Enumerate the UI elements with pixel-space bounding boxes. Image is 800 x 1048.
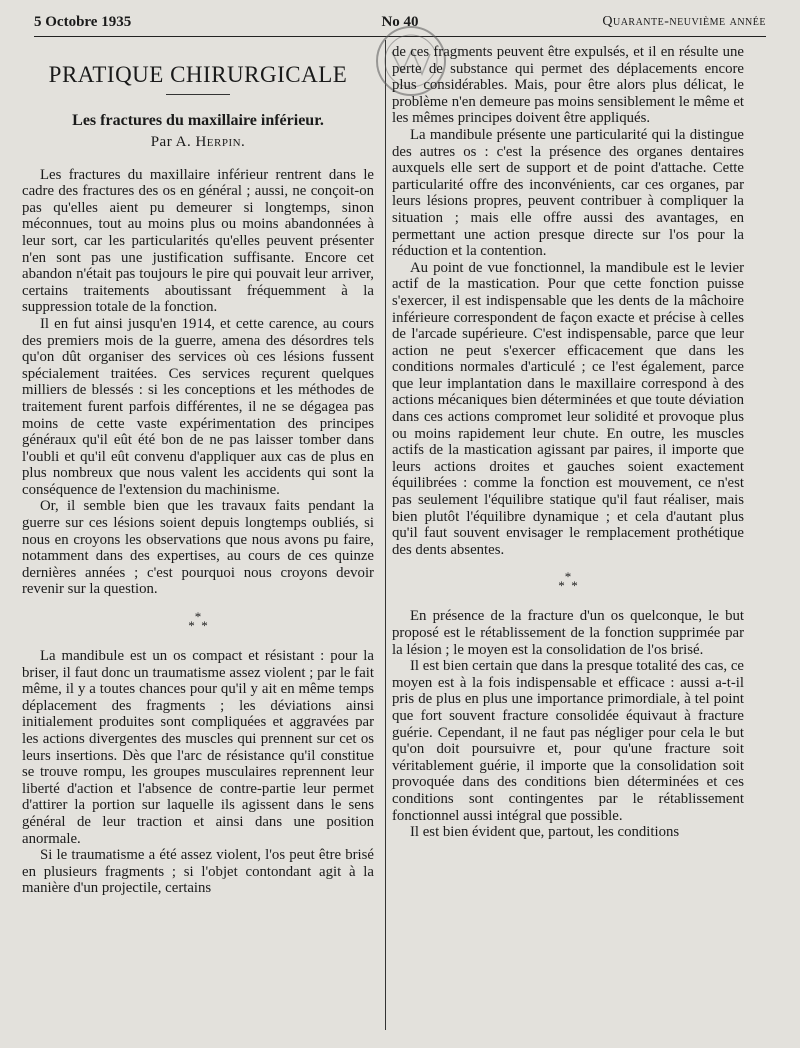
left-column — [22, 44, 374, 897]
byline-author: Herpin. — [195, 134, 246, 150]
asterism-stars: * * — [188, 618, 208, 634]
paragraph: La mandibule est un os compact et résistant : pour la briser, il faut donc un traumatisme assez violent ; par le fait même, il y a toutes chances pour qu'il y ait en même temps déplacement des fragments ; les déviations ainsi initialement produites sont compliquées et aggravées par les actions divergentes des muscles qui prennent sur cet os leurs insertions. Dès que l'arc de résistance qu'il constitue se trouve rompu, les groupes musculaires reprennent leur liberté d'action et l'absence de contre-partie leur permet d'attirer la portion sur laquelle ils agissent dans le sens général de leur traction et ainsi dans une position anormale. — [22, 648, 374, 847]
paragraph: La mandibule présente une particularité qui la distingue des autres os : c'est la présence des organes dentaires auxquels elle sert de support et de point d'attache. Cette particularité offre des inconvénients, car ces organes, par leurs lésions propres, peuvent contribuer à compliquer la situation ; mais elle offre aussi des avantages, en permettant une action presque directe sur l'os pour la réduction et la contention. — [392, 126, 744, 260]
issue-number: No 40 — [381, 14, 419, 30]
asterism-star: * — [564, 569, 572, 585]
paragraph: Il est bien évident que, partout, les conditions — [410, 824, 680, 841]
column-divider — [385, 40, 386, 1030]
paragraph: Au point de vue fonctionnel, la mandibule est le levier actif de la mastication. Pour que cette fonction puisse s'exercer, il est indispensable que les dents de la mâchoire inférieure correspondent de façon exacte et précise à celles de l'arcade supérieure. C'est indispensable, parce que leur action ne peut s'exercer efficacement que dans les conditions normales d'articulé ; ce l'est également, parce que leur implantation dans le maxillaire correspond à des actions mécaniques bien déterminées et que toute déviation dans ces actions compromet leur solidité et provoque plus ou moins rapidement leur chute. En outre, les muscles actifs de la mastication agissant par paires, il importe que leurs actions droites et gauches soient exactement équilibrées : comme la fonction est mouvement, ce n'est pas seulement l'équilibre statique qu'il faut réaliser, mais bien plutôt l'équilibre dynamique ; et cela d'autant plus qu'il faut souvent envisager le remplacement prothétique des dents absentes. — [392, 259, 744, 558]
byline-prefix: Par A. — [150, 134, 192, 150]
asterism-stars: * * — [558, 578, 578, 594]
issue-year: Quarante-neuvième année — [602, 14, 766, 29]
paragraph: Si le traumatisme a été assez violent, l'os peut être brisé en plusieurs fragments ; si l'objet contondant agit à la manière d'un projectile, certains — [22, 847, 374, 897]
section-title: PRATIQUE CHIRURGICALE — [48, 62, 348, 87]
paragraph: Il en fut ainsi jusqu'en 1914, et cette carence, au cours des premiers mois de la guerre, amena des désordres tels qu'on dût organiser des services où ces lésions fussent spécialement traitées. Ces services reçurent quelques milliers de blessés : si les conceptions et les méthodes de traitement furent parfois différentes, il ne se dégagea pas moins de cette vaste expérimentation des principes généraux qu'il eût été bon de ne pas laisser tomber dans l'oubli et qu'il eût convenu d'appliquer aux cas de plus en plus nombreux que nous valent les accidents qui sont la conséquence de l'extension du machinisme. — [22, 315, 374, 498]
paragraph: Or, il semble bien que les travaux faits pendant la guerre sur ces lésions soient depuis longtemps oubliés, si nous en croyons les observations que nous avons pu faire, notamment dans des expertises, au cours de ces quinze dernières années ; c'est pourquoi nous croyons devoir revenir sur la question. — [22, 498, 374, 598]
article-title: Les fractures du maxillaire inférieur. — [72, 112, 324, 129]
paragraph: Les fractures du maxillaire inférieur rentrent dans le cadre des fractures des os en général ; aussi, ne conçoit-on pas qu'elles aient pu demeurer si longtemps, sinon méconnues, tout au moins plus ou moins abandonnées à leur sort, car les particularités qu'elles peuvent présenter n'en sont pas une justification suffisante. Encore cet abandon n'était pas toujours le pire qui pouvait leur arriver, certains traitements aboutissant fréquemment à la suppression totale de la fonction. — [22, 166, 374, 316]
paragraph-continuation: de ces fragments peuvent être expulsés, et il en résulte une perte de substance qui permet des déplacements encore plus considérables. Mais, pour être alors plus délicat, le problème n'en demeure pas moins sensiblement le même et les mêmes principes doivent être appliqués. — [392, 44, 744, 127]
byline — [22, 134, 374, 151]
asterism — [22, 609, 374, 634]
issue-date: 5 Octobre 1935 — [34, 14, 132, 30]
asterism-star: * — [194, 609, 202, 625]
right-column — [392, 44, 744, 841]
paragraph: Il est bien certain que dans la presque totalité des cas, ce moyen est à la fois indispensable et efficace : aussi a-t-il pris de plus en plus une importance primordiale, à tel point que fort souvent fracture consolidée équivaut à fracture guérie. Cependant, il ne faut pas négliger pour cela le but qu'on doit poursuivre et, pour qu'une fracture soit véritablement guérie, il importe que la consolidation soit provoquée dans des conditions bien déterminées et ces conditions sont contingentes par le rétablissement fonctionnel aussi intégral que possible. — [392, 658, 744, 824]
asterism — [392, 569, 744, 594]
title-rule — [166, 94, 230, 95]
paragraph: En présence de la fracture d'un os quelconque, le but proposé est le rétablissement de la fonction supprimée par la lésion ; le moyen est la consolidation de l'os brisé. — [392, 608, 744, 658]
